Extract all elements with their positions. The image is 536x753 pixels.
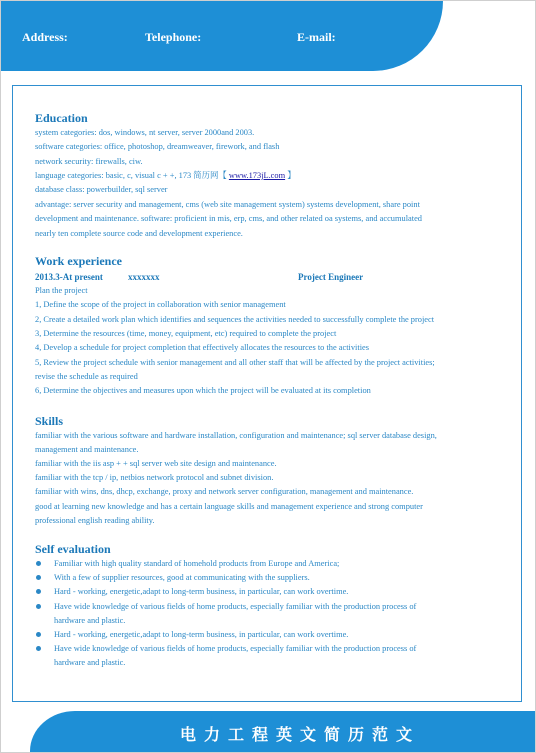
education-line: system categories: dos, windows, nt server, server 2000and 2003. xyxy=(35,128,255,137)
website-link[interactable]: www.173jL.com xyxy=(228,171,286,180)
education-line: advantage: server security and management, cms (web site management system) systems development, share point xyxy=(35,200,420,209)
work-line: 6, Determine the objectives and measures upon which the project will be evaluated at its completion xyxy=(35,386,371,395)
education-line: software categories: office, photoshop, dreamweaver, firework, and flash xyxy=(35,142,280,151)
self-evaluation-title: Self evaluation xyxy=(35,542,111,556)
education-line: nearly ten complete source code and development experience. xyxy=(35,229,243,238)
bullet-icon xyxy=(36,561,41,566)
education-line: network security: firewalls, ciw. xyxy=(35,157,143,166)
footer-title: 电力工程英文简历范文 xyxy=(180,725,421,744)
work-title: Work experience xyxy=(35,254,122,268)
skills-line: professional english reading ability. xyxy=(35,516,155,525)
skills-title: Skills xyxy=(35,414,64,428)
education-line-language xyxy=(35,171,296,181)
bullet-icon xyxy=(36,646,41,651)
skills-line: familiar with the tcp / ip, netbios network protocol and subnet division. xyxy=(35,473,274,482)
skills-line: familiar with wins, dns, dhcp, exchange, proxy and network server configuration, management and maintenance. xyxy=(35,487,414,496)
education-title: Education xyxy=(35,111,88,125)
language-text: language categories: basic, c, visual c + +, 173 简历网【 xyxy=(35,171,227,180)
education-line: development and maintenance. software: proficient in mis, erp, cms, and other related oa systems, and accumulated xyxy=(35,214,422,223)
bullet-icon xyxy=(36,604,41,609)
bullet-icon xyxy=(36,632,41,637)
skills-line: good at learning new knowledge and has a certain language skills and management experience and strong computer xyxy=(35,502,423,511)
telephone-label: Telephone: xyxy=(145,30,202,44)
education-line: database class: powerbuilder, sql server xyxy=(35,185,168,194)
bullet-icon xyxy=(36,575,41,580)
evaluation-item: With a few of supplier resources, good at communicating with the suppliers. xyxy=(54,573,310,582)
skills-line: management and maintenance. xyxy=(35,445,139,454)
evaluation-item: Hard - working, energetic,adapt to long-term business, in particular, can work overtime. xyxy=(54,587,349,596)
bullet-icon xyxy=(36,589,41,594)
skills-line: familiar with the various software and hardware installation, configuration and maintenance; sql server database design, xyxy=(35,431,437,440)
email-label: E-mail: xyxy=(297,30,336,44)
work-line: Plan the project xyxy=(35,286,88,295)
work-line: 3, Determine the resources (time, money, equipment, etc) required to complete the project xyxy=(35,329,337,338)
address-label: Address: xyxy=(22,30,68,44)
evaluation-item-continued: hardware and plastic. xyxy=(54,616,126,625)
job-date: 2013.3-At present xyxy=(35,272,103,282)
job-company: xxxxxxx xyxy=(128,272,160,282)
job-position: Project Engineer xyxy=(298,272,364,282)
link-close-bracket: 】 xyxy=(287,171,296,180)
work-line: 1, Define the scope of the project in collaboration with senior management xyxy=(35,300,286,309)
skills-line: familiar with the iis asp + + sql server web site design and maintenance. xyxy=(35,459,277,468)
work-line: 4, Develop a schedule for project completion that effectively allocates the resources to the activities xyxy=(35,343,370,352)
evaluation-item: Hard - working, energetic,adapt to long-term business, in particular, can work overtime. xyxy=(54,630,349,639)
evaluation-item: Familiar with high quality standard of homehold products from Europe and America; xyxy=(54,559,340,568)
evaluation-item: Have wide knowledge of various fields of home products, especially familiar with the production process of xyxy=(54,602,417,611)
work-line: 2, Create a detailed work plan which identifies and sequences the activities needed to successfully complete the project xyxy=(35,315,435,324)
work-line: revise the schedule as required xyxy=(35,372,138,381)
evaluation-item-continued: hardware and plastic. xyxy=(54,658,126,667)
evaluation-item: Have wide knowledge of various fields of home products, especially familiar with the production process of xyxy=(54,644,417,653)
work-line: 5, Review the project schedule with senior management and all other staff that will be affected by the project activities; xyxy=(35,358,435,367)
